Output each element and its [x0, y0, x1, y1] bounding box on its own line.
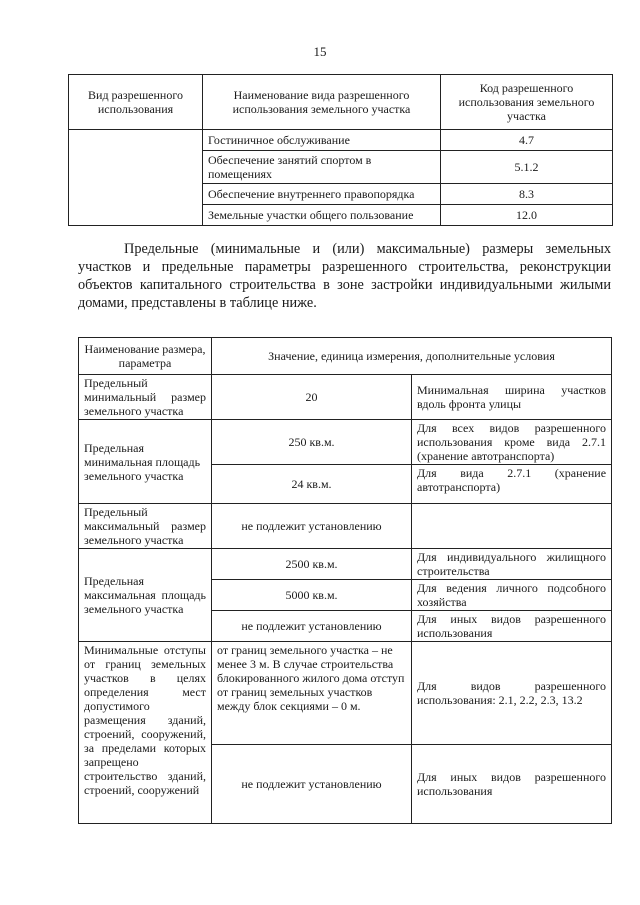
- note-min-area: Для всех видов разрешенного использования кроме вида 2.7.1 (хранение автотранспорта): [412, 420, 612, 465]
- note-min-setback: Для видов разрешенного использования: 2.1, 2.2, 2.3, 13.2: [412, 642, 612, 745]
- note-min-setback: Для иных видов разрешенного использования: [412, 745, 612, 824]
- value-min-size: 20: [212, 375, 412, 420]
- use-name: Земельные участки общего пользование: [203, 205, 441, 226]
- table-row: [79, 549, 612, 580]
- use-code: 8.3: [441, 184, 613, 205]
- use-code: 4.7: [441, 130, 613, 151]
- value-min-setback: от границ земельного участка – не менее 3 м. В случае строительства блокированного жилого дома отступ от границ земельных участков между блок секциями – 0 м.: [212, 642, 412, 745]
- note-min-size: Минимальная ширина участков вдоль фронта улицы: [412, 375, 612, 420]
- table-row: [79, 420, 612, 465]
- note-max-area: Для иных видов разрешенного использования: [412, 611, 612, 642]
- param-min-area: Предельная минимальная площадь земельного участка: [79, 420, 212, 504]
- note-max-area: Для ведения личного подсобного хозяйства: [412, 580, 612, 611]
- param-min-setback: Минимальные отступы от границ земельных участков в целях определения мест допустимого размещения зданий, строений, сооружений, за пределами которых запрещено строительство зданий, строений, сооружений: [79, 642, 212, 824]
- use-name: Гостиничное обслуживание: [203, 130, 441, 151]
- use-type-cell: [69, 130, 203, 226]
- header-use-name: Наименование вида разрешенного использования земельного участка: [203, 75, 441, 130]
- value-min-area: 24 кв.м.: [212, 465, 412, 504]
- note-max-size: [412, 504, 612, 549]
- note-max-area: Для индивидуального жилищного строительства: [412, 549, 612, 580]
- value-min-area: 250 кв.м.: [212, 420, 412, 465]
- use-code: 12.0: [441, 205, 613, 226]
- value-min-setback: не подлежит установлению: [212, 745, 412, 824]
- header-parameter: Наименование размера, параметра: [79, 338, 212, 375]
- header-use-type: Вид разрешенного использования: [69, 75, 203, 130]
- table-header-row: [79, 338, 612, 375]
- table-row: [69, 130, 613, 151]
- param-min-size: Предельный минимальный размер земельного участка: [79, 375, 212, 420]
- parameters-table: [78, 337, 612, 824]
- page-number: 15: [313, 44, 327, 59]
- value-max-area: не подлежит установлению: [212, 611, 412, 642]
- table-row: [79, 375, 612, 420]
- use-name: Обеспечение занятий спортом в помещениях: [203, 151, 441, 184]
- use-code: 5.1.2: [441, 151, 613, 184]
- value-max-area: 5000 кв.м.: [212, 580, 412, 611]
- table-row: [79, 642, 612, 745]
- param-max-size: Предельный максимальный размер земельного участка: [79, 504, 212, 549]
- value-max-area: 2500 кв.м.: [212, 549, 412, 580]
- use-name: Обеспечение внутреннего правопорядка: [203, 184, 441, 205]
- body-paragraph: Предельные (минимальные и (или) максимальные) размеры земельных участков и предельные параметры разрешенного строительства, реконструкции объектов капитального строительства в зоне застройки индивидуальными жилыми домами, представлены в таблице ниже.: [78, 241, 611, 311]
- permitted-use-table: [68, 74, 613, 226]
- table-row: [79, 504, 612, 549]
- param-max-area: Предельная максимальная площадь земельного участка: [79, 549, 212, 642]
- header-value: Значение, единица измерения, дополнительные условия: [212, 338, 612, 375]
- header-use-code: Код разрешенного использования земельного участка: [441, 75, 613, 130]
- value-max-size: не подлежит установлению: [212, 504, 412, 549]
- note-min-area: Для вида 2.7.1 (хранение автотранспорта): [412, 465, 612, 504]
- table-header-row: [69, 75, 613, 130]
